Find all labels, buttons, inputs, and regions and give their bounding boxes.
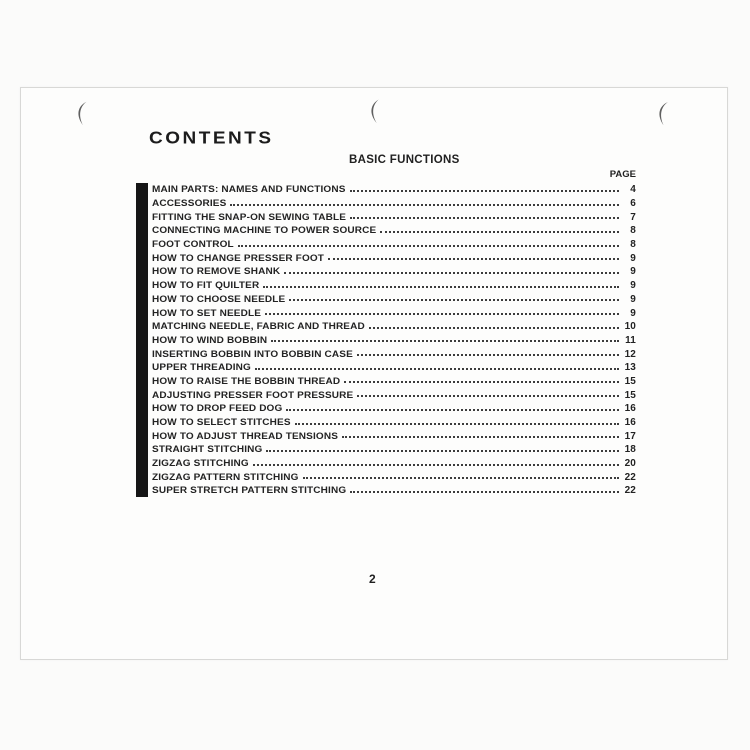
toc-entry-title: STRAIGHT STITCHING <box>152 444 263 456</box>
manual-page <box>20 87 728 660</box>
dot-leader <box>380 231 619 233</box>
toc-entry-title: ACCESSORIES <box>152 198 227 209</box>
toc-entry-page: 22 <box>624 471 636 483</box>
toc-row <box>152 320 636 334</box>
toc-row <box>152 210 636 224</box>
dot-leader <box>303 477 619 479</box>
page-title: CONTENTS <box>149 128 274 149</box>
toc-entry-page: 13 <box>624 362 636 374</box>
dot-leader <box>284 272 619 274</box>
toc-entry-page: 9 <box>630 293 636 305</box>
dot-leader <box>295 423 619 425</box>
toc-entry-page: 22 <box>624 485 636 497</box>
dot-leader <box>255 368 619 370</box>
toc-row <box>152 361 636 375</box>
toc-row <box>152 375 636 389</box>
toc-row <box>152 470 636 484</box>
footer-page-number: 2 <box>369 572 376 586</box>
toc-row <box>152 293 636 307</box>
toc-entry-title: CONNECTING MACHINE TO POWER SOURCE <box>152 225 377 237</box>
toc-entry-title: HOW TO REMOVE SHANK <box>152 266 281 278</box>
dot-leader <box>328 258 619 260</box>
dot-leader <box>344 381 619 383</box>
toc-row <box>152 402 636 416</box>
toc-entry-page: 12 <box>624 348 636 360</box>
toc-entry-page: 9 <box>630 307 636 319</box>
toc-row <box>152 347 636 361</box>
toc-row <box>152 183 636 197</box>
toc-entry-page: 9 <box>630 266 636 278</box>
dot-leader <box>350 491 619 493</box>
toc-entry-page: 9 <box>630 280 636 292</box>
toc-entry-title: HOW TO SELECT STITCHES <box>152 417 291 428</box>
dot-leader <box>263 286 619 288</box>
dot-leader <box>271 340 619 342</box>
toc-entry-title: HOW TO CHOOSE NEEDLE <box>152 294 286 305</box>
toc-row <box>152 251 636 265</box>
toc-row <box>152 265 636 279</box>
dot-leader <box>357 395 619 397</box>
toc-entry-page: 16 <box>624 403 636 415</box>
binding-hole-icon <box>73 100 91 127</box>
dot-leader <box>350 190 619 192</box>
toc-entry-page: 8 <box>630 239 636 251</box>
toc-entry-page: 18 <box>624 444 636 456</box>
toc-entry-page: 20 <box>624 458 636 470</box>
toc-entry-title: FITTING THE SNAP-ON SEWING TABLE <box>152 211 347 223</box>
toc-entry-title: MATCHING NEEDLE, FABRIC AND THREAD <box>152 321 365 332</box>
toc-row <box>152 238 636 252</box>
toc-entry-title: HOW TO DROP FEED DOG <box>152 403 283 415</box>
toc-entry-title: HOW TO WIND BOBBIN <box>152 335 268 346</box>
toc-entry-title: MAIN PARTS: NAMES AND FUNCTIONS <box>152 184 346 196</box>
toc-entry-page: 10 <box>624 321 636 333</box>
page-column-label: PAGE <box>609 169 636 180</box>
toc-entry-page: 7 <box>630 211 636 223</box>
toc-entry-title: HOW TO RAISE THE BOBBIN THREAD <box>152 376 341 387</box>
toc-entry-page: 8 <box>630 225 636 237</box>
toc-entry-title: ZIGZAG STITCHING <box>152 458 249 469</box>
dot-leader <box>357 354 619 356</box>
section-heading: BASIC FUNCTIONS <box>349 154 460 166</box>
toc-entry-title: HOW TO CHANGE PRESSER FOOT <box>152 253 325 264</box>
toc-entry-page: 17 <box>624 430 636 442</box>
dot-leader <box>369 327 619 329</box>
toc-row <box>152 388 636 402</box>
toc-entry-page: 6 <box>630 198 636 210</box>
toc-entry-page: 11 <box>625 334 636 346</box>
toc-entry-title: ADJUSTING PRESSER FOOT PRESSURE <box>152 389 354 401</box>
toc-row <box>152 484 636 498</box>
dot-leader <box>342 436 619 438</box>
toc-entry-page: 4 <box>630 184 636 196</box>
toc-row <box>152 457 636 471</box>
binding-hole-icon <box>654 100 673 128</box>
toc-row <box>152 429 636 443</box>
dot-leader <box>266 450 619 452</box>
toc-entry-title: ZIGZAG PATTERN STITCHING <box>152 472 299 483</box>
toc-entry-title: HOW TO ADJUST THREAD TENSIONS <box>152 430 339 442</box>
toc-row <box>152 197 636 211</box>
toc-entry-page: 15 <box>624 389 636 401</box>
toc-row <box>152 416 636 430</box>
dot-leader <box>253 464 619 466</box>
toc-row <box>152 279 636 293</box>
dot-leader <box>286 409 619 411</box>
toc-entry-title: FOOT CONTROL <box>152 239 234 250</box>
dot-leader <box>289 299 619 301</box>
dot-leader <box>350 217 619 219</box>
toc-row <box>152 443 636 457</box>
toc-list <box>152 183 636 498</box>
binding-hole-icon <box>365 97 385 125</box>
section-bar <box>136 183 148 497</box>
toc-entry-page: 16 <box>624 417 636 429</box>
toc-row <box>152 224 636 238</box>
toc-entry-title: INSERTING BOBBIN INTO BOBBIN CASE <box>152 348 353 360</box>
toc-row <box>152 334 636 348</box>
toc-entry-page: 9 <box>630 252 636 264</box>
toc-entry-title: HOW TO FIT QUILTER <box>152 280 260 291</box>
toc-entry-title: HOW TO SET NEEDLE <box>152 307 262 319</box>
toc-entry-title: UPPER THREADING <box>152 362 251 374</box>
toc-entry-page: 15 <box>624 375 636 387</box>
dot-leader <box>230 204 619 206</box>
dot-leader <box>238 245 619 247</box>
toc-row <box>152 306 636 320</box>
dot-leader <box>265 313 619 315</box>
toc-entry-title: SUPER STRETCH PATTERN STITCHING <box>152 485 347 497</box>
